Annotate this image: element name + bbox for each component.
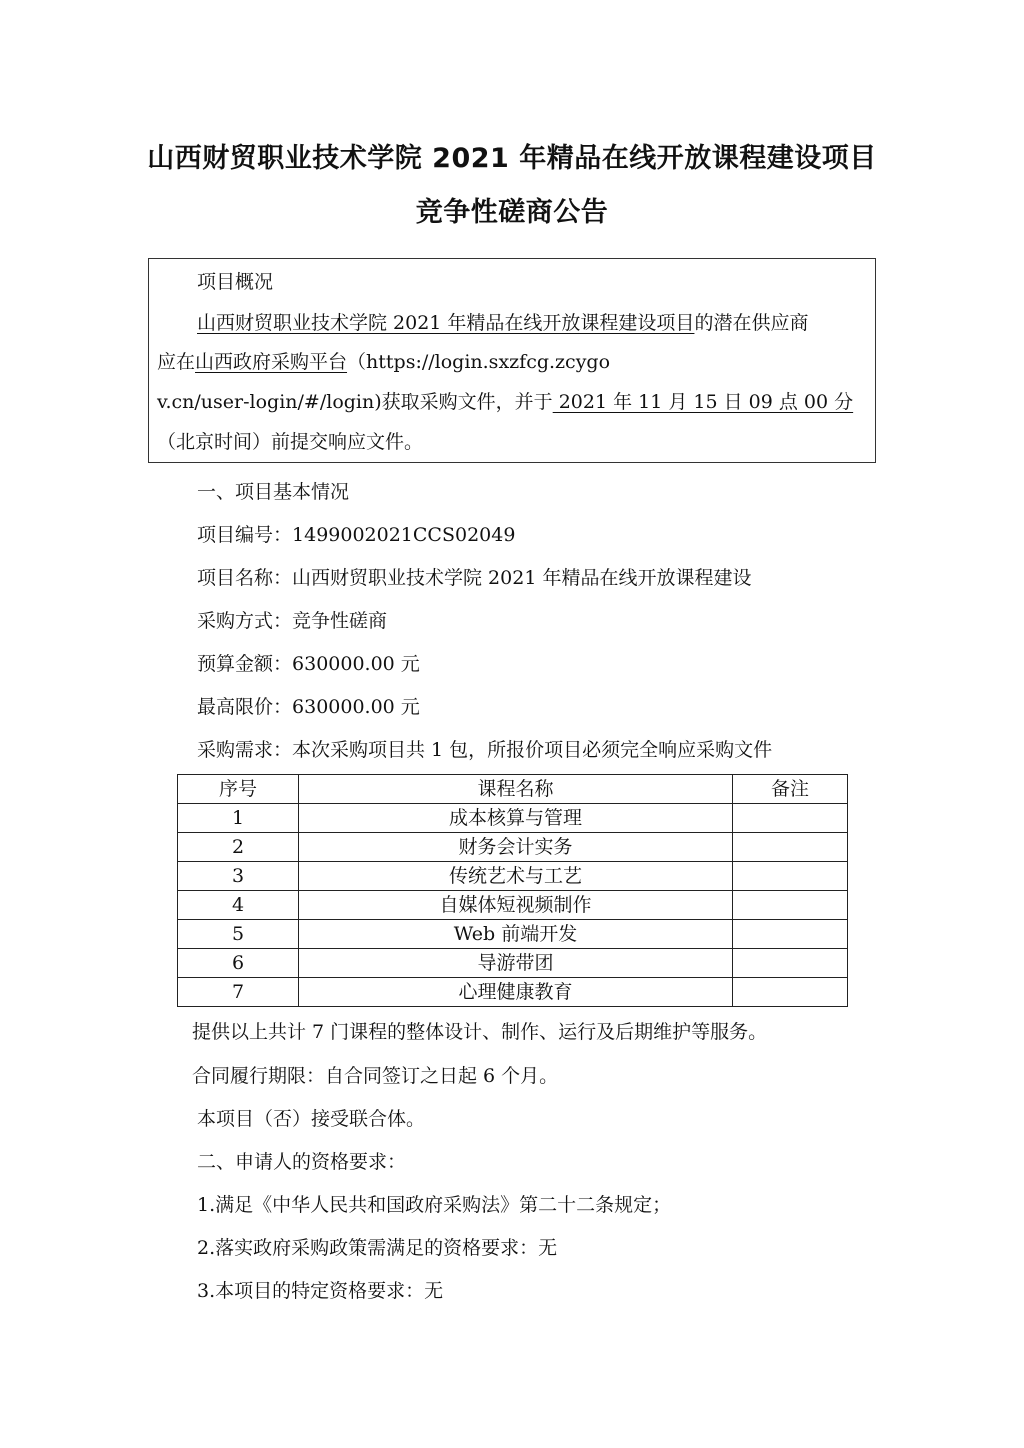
services-text: 提供以上共计 7 门课程的整体设计、制作、运行及后期维护等服务。 — [192, 1021, 768, 1043]
qualification-item-3: 3.本项目的特定资格要求：无 — [197, 1280, 444, 1302]
procurement-method-label: 采购方式： — [197, 610, 293, 632]
row-number: 5 — [178, 920, 299, 949]
course-table — [177, 774, 848, 1007]
row-note — [733, 949, 848, 978]
section2-heading: 二、申请人的资格要求： — [197, 1151, 407, 1173]
qualification-item-2: 2.落实政府采购政策需满足的资格要求：无 — [197, 1237, 558, 1259]
max-price-row — [197, 695, 420, 719]
table-row — [178, 833, 848, 862]
budget-row — [197, 652, 420, 676]
overview-line1 — [197, 311, 808, 335]
table-header-row — [178, 775, 848, 804]
row-number: 2 — [178, 833, 299, 862]
overview-text-after-name: 的潜在供应商 — [694, 312, 809, 334]
row-note — [733, 804, 848, 833]
row-course-name: 财务会计实务 — [299, 833, 733, 862]
procurement-method-value: 竞争性磋商 — [292, 610, 388, 632]
section1-heading: 一、项目基本情况 — [197, 481, 350, 503]
budget-label: 预算金额： — [197, 653, 293, 675]
table-row — [178, 920, 848, 949]
project-name-value: 山西财贸职业技术学院 2021 年精品在线开放课程建设 — [292, 567, 752, 589]
row-note — [733, 978, 848, 1007]
overview-text-prefix: 应在 — [157, 351, 196, 373]
row-course-name: 自媒体短视频制作 — [299, 891, 733, 920]
row-note — [733, 920, 848, 949]
row-number: 6 — [178, 949, 299, 978]
requirement-value: 本次采购项目共 1 包，所报价项目必须完全响应采购文件 — [292, 739, 773, 761]
document-title-line1: 山西财贸职业技术学院 2021 年精品在线开放课程建设项目 — [147, 143, 877, 174]
header-number: 序号 — [178, 775, 299, 804]
project-name-label: 项目名称： — [197, 567, 293, 589]
document-title-line2: 竞争性磋商公告 — [415, 197, 609, 228]
consortium-text: 本项目（否）接受联合体。 — [197, 1108, 426, 1130]
row-course-name: 导游带团 — [299, 949, 733, 978]
row-number: 3 — [178, 862, 299, 891]
overview-line3 — [157, 390, 853, 414]
row-course-name: 传统艺术与工艺 — [299, 862, 733, 891]
row-number: 4 — [178, 891, 299, 920]
procurement-method-row — [197, 609, 387, 633]
row-number: 7 — [178, 978, 299, 1007]
table-row — [178, 891, 848, 920]
row-note — [733, 833, 848, 862]
contract-period-text: 合同履行期限：自合同签订之日起 6 个月。 — [192, 1065, 559, 1087]
platform-link[interactable]: 山西政府采购平台 — [195, 351, 348, 373]
url-part2: v.cn/user-login/#/login) — [157, 391, 382, 413]
overview-line2 — [157, 350, 610, 374]
row-note — [733, 862, 848, 891]
project-number-label: 项目编号： — [197, 524, 293, 546]
table-row — [178, 862, 848, 891]
project-number-value: 1499002021CCS02049 — [292, 524, 516, 546]
project-name-row — [197, 566, 751, 590]
header-course-name: 课程名称 — [299, 775, 733, 804]
row-course-name: Web 前端开发 — [299, 920, 733, 949]
table-row — [178, 949, 848, 978]
max-price-label: 最高限价： — [197, 696, 293, 718]
row-note — [733, 891, 848, 920]
url-part1: （https://login.sxzfcg.zcygo — [347, 351, 611, 373]
max-price-value: 630000.00 元 — [292, 696, 420, 718]
header-note: 备注 — [733, 775, 848, 804]
qualification-item-1: 1.满足《中华人民共和国政府采购法》第二十二条规定； — [197, 1194, 672, 1216]
table-row — [178, 804, 848, 833]
project-number-row — [197, 523, 515, 547]
budget-value: 630000.00 元 — [292, 653, 420, 675]
submission-deadline: 2021 年 11 月 15 日 09 点 00 分 — [552, 391, 854, 413]
overview-project-name: 山西财贸职业技术学院 2021 年精品在线开放课程建设项目 — [197, 312, 695, 334]
requirement-label: 采购需求： — [197, 739, 293, 761]
overview-line4: （北京时间）前提交响应文件。 — [157, 431, 424, 453]
requirement-row — [197, 738, 772, 762]
overview-heading: 项目概况 — [197, 271, 274, 293]
row-number: 1 — [178, 804, 299, 833]
row-course-name: 心理健康教育 — [299, 978, 733, 1007]
row-course-name: 成本核算与管理 — [299, 804, 733, 833]
overview-text-obtain: 获取采购文件，并于 — [381, 391, 553, 413]
table-row — [178, 978, 848, 1007]
